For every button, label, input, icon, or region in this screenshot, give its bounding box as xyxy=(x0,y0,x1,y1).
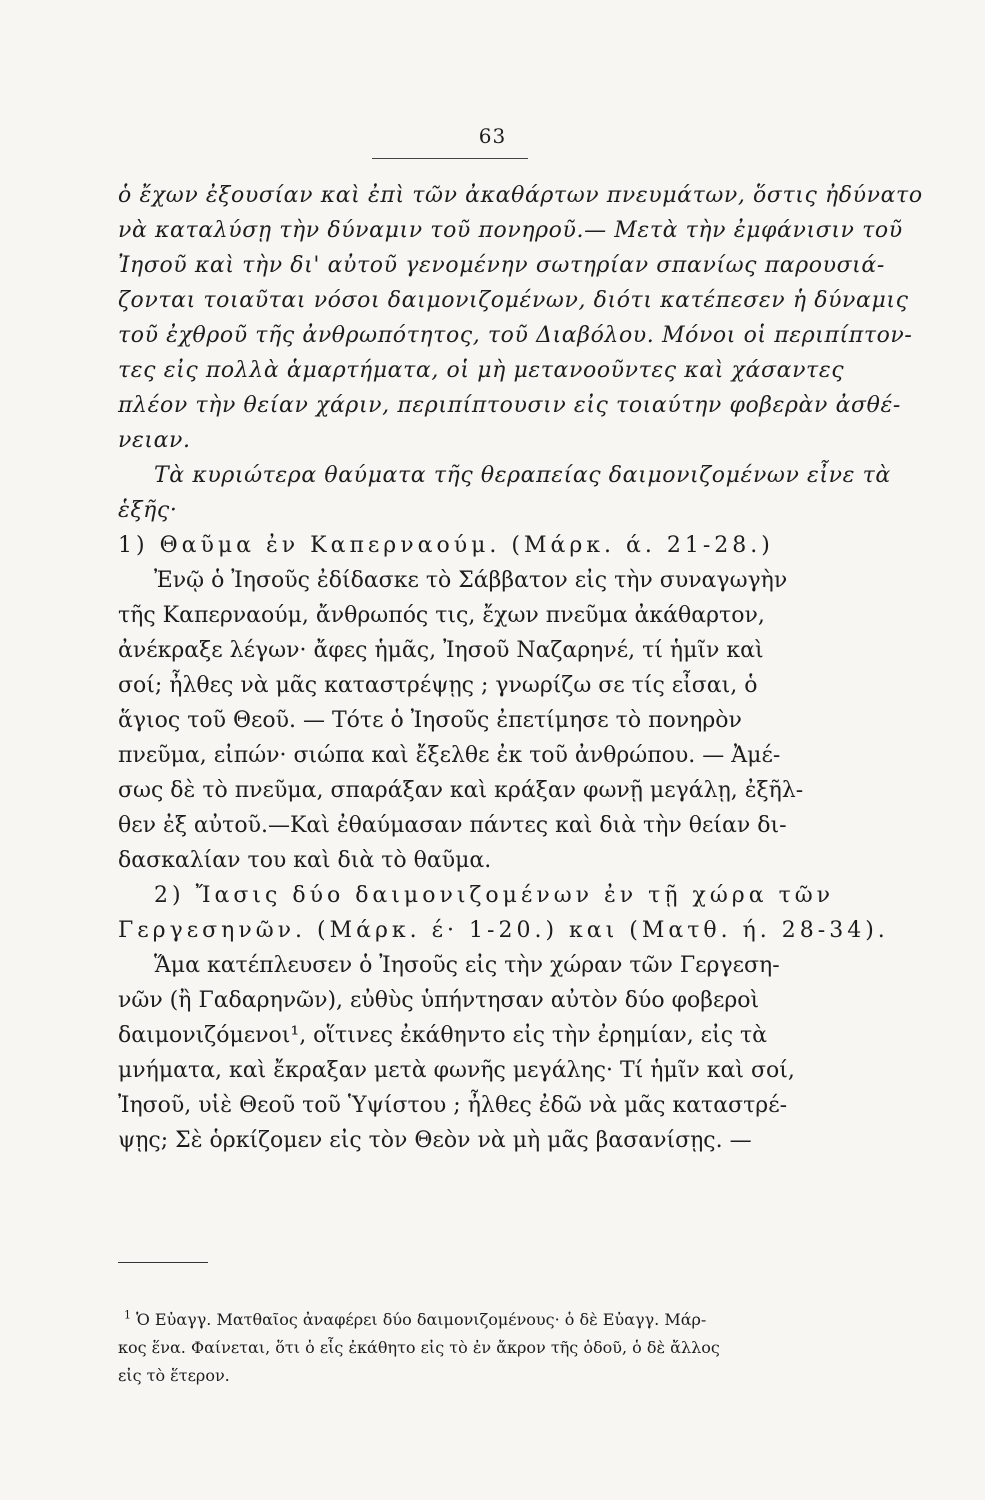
text-line: πνεῦμα, εἰπών· σιώπα καὶ ἔξελθε ἐκ τοῦ ἀνθρώπου. — Ἀμέ- xyxy=(118,743,781,768)
section-2 xyxy=(118,878,889,1158)
text-line: νειαν. xyxy=(118,428,191,453)
text-line: Ἰησοῦ, υἱὲ Θεοῦ τοῦ Ὑψίστου ; ἦλθες ἐδῶ νὰ μᾶς καταστρέ- xyxy=(118,1093,788,1118)
text-line: δαιμονιζόμενοι¹, οἵτινες ἐκάθηντο εἰς τὴν ἐρημίαν, εἰς τὰ xyxy=(118,1023,768,1048)
text-line: θεν ἐξ αὐτοῦ.—Καὶ ἐθαύμασαν πάντες καὶ διὰ τὴν θείαν δι- xyxy=(118,813,787,838)
text-line: τες εἰς πολλὰ ἁμαρτήματα, οἱ μὴ μετανοοῦντες καὶ χάσαντες xyxy=(118,358,845,383)
text-line: ζονται τοιαῦται νόσοι δαιμονιζομένων, διότι κατέπεσεν ἡ δύναμις xyxy=(118,288,909,313)
paragraph-1 xyxy=(118,178,923,458)
page-number: 63 xyxy=(478,124,507,148)
text-line: σοί; ἦλθες νὰ μᾶς καταστρέψῃς ; γνωρίζω σε τίς εἶσαι, ὁ xyxy=(118,673,758,698)
text-line: τοῦ ἐχθροῦ τῆς ἀνθρωπότητος, τοῦ Διαβόλου. Μόνοι οἱ περιπίπτον- xyxy=(118,323,913,348)
text-line: Τὰ κυριώτερα θαύματα τῆς θεραπείας δαιμονιζομένων εἶνε τὰ xyxy=(154,463,891,488)
text-line: τῆς Καπερναούμ, ἄνθρωπός τις, ἔχων πνεῦμα ἀκάθαρτον, xyxy=(118,603,765,628)
body-text xyxy=(118,178,923,1158)
paragraph-2 xyxy=(118,458,891,528)
footnote-line: εἰς τὸ ἕτερον. xyxy=(118,1366,230,1385)
text-line: Ἰησοῦ καὶ τὴν δι' αὐτοῦ γενομένην σωτηρίαν σπανίως παρουσιά- xyxy=(118,253,885,278)
text-line: νὰ καταλύσῃ τὴν δύναμιν τοῦ πονηροῦ.— Μετὰ τὴν ἐμφάνισιν τοῦ xyxy=(118,218,903,243)
section-1-heading: 1) Θαῦμα ἐν Καπερναούμ. (Μάρκ. ά. 21-28.) xyxy=(118,533,774,558)
text-line: δασκαλίαν του καὶ διὰ τὸ θαῦμα. xyxy=(118,848,492,873)
text-line: μνήματα, καὶ ἔκραξαν μετὰ φωνῆς μεγάλης· Τί ἡμῖν καὶ σοί, xyxy=(118,1058,795,1083)
footnote-divider xyxy=(118,1262,208,1263)
text-line: νῶν (ἢ Γαδαρηνῶν), εὐθὺς ὑπήντησαν αὐτὸν δύο φοβεροὶ xyxy=(118,988,760,1013)
text-line: σως δὲ τὸ πνεῦμα, σπαράξαν καὶ κράξαν φωνῇ μεγάλῃ, ἐξῆλ- xyxy=(118,778,804,803)
section-2-heading: Γεργεσηνῶν. (Μάρκ. έ· 1-20.) και (Ματθ. ή. 28-34). xyxy=(118,918,889,943)
footnote-line xyxy=(118,1306,830,1334)
footnote-text: Ὁ Εὐαγγ. Ματθαῖος ἀναφέρει δύο δαιμονιζομένους· ὁ δὲ Εὐαγγ. Μάρ- xyxy=(136,1310,707,1329)
footnote-marker: 1 xyxy=(124,1308,131,1322)
footnote-line: κος ἕνα. Φαίνεται, ὅτι ὁ εἷς ἐκάθητο εἰς τὸ ἐν ἄκρον τῆς ὁδοῦ, ὁ δὲ ἄλλος xyxy=(118,1338,720,1357)
text-line: ψῃς; Σὲ ὁρκίζομεν εἰς τὸν Θεὸν νὰ μὴ μᾶς βασανίσῃς. — xyxy=(118,1128,752,1153)
header-divider xyxy=(372,158,528,159)
text-line: ἑξῆς· xyxy=(118,498,178,523)
text-line: Ἐνῷ ὁ Ἰησοῦς ἐδίδασκε τὸ Σάββατον εἰς τὴν συναγωγὴν xyxy=(154,568,788,593)
text-line: πλέον τὴν θείαν χάριν, περιπίπτουσιν εἰς τοιαύτην φοβερὰν ἀσθέ- xyxy=(118,393,901,418)
text-line: ὁ ἔχων ἐξουσίαν καὶ ἐπὶ τῶν ἀκαθάρτων πνευμάτων, ὅστις ἠδύνατο xyxy=(118,183,923,208)
text-line: ἅγιος τοῦ Θεοῦ. — Τότε ὁ Ἰησοῦς ἐπετίμησε τὸ πονηρὸν xyxy=(118,708,742,733)
footnote xyxy=(118,1306,830,1390)
section-2-heading: 2) Ἴασις δύο δαιμονιζομένων ἐν τῇ χώρα τῶν xyxy=(154,883,835,908)
text-line: ἀνέκραξε λέγων· ἄφες ἡμᾶς, Ἰησοῦ Ναζαρηνέ, τί ἡμῖν καὶ xyxy=(118,638,764,663)
section-1 xyxy=(118,528,830,878)
text-line: Ἅμα κατέπλευσεν ὁ Ἰησοῦς εἰς τὴν χώραν τῶν Γεργεση- xyxy=(154,953,780,978)
